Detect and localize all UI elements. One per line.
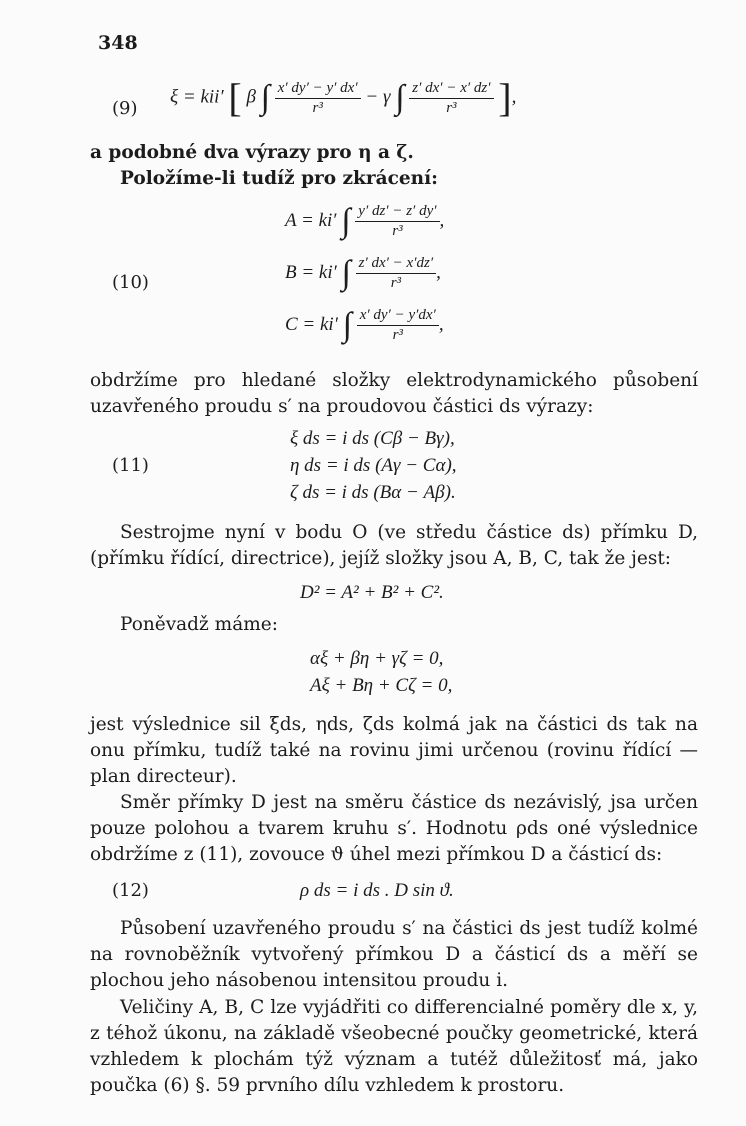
equation-sum-1: αξ + βη + γζ = 0, [310,648,444,669]
paragraph-pusobeni: Působení uzavřeného proudu s′ na částici ds jest tudíž kolmé na rovnoběžník vytvořený přímkou D a částicí ds a měří se plochou jeho násobenou intensitou proudu i. [90,918,698,991]
fraction: $\frac{z' dx' - x'dz'}{\text{r³}}$ [356,255,437,292]
line-intro-eq10: Položíme-li tudíž pro zkrácení: [120,168,438,189]
fraction: $\frac{y' dz' - z' dy'}{\text{r³}}$ [355,203,439,240]
equation-sum-2: Aξ + Bη + Cζ = 0, [310,675,453,696]
equation-12-label: (12) [112,880,149,901]
paragraph-after-eq10: obdržíme pro hledané složky elektrodynamického působení uzavřeného proudu s′ na proudovou částici ds výrazy: [90,370,698,417]
paragraph-jest: jest výslednice sil ξds, ηds, ζds kolmá jak na částici ds tak na onu přímku, tudíž také na rovinu jimi určenou (rovinu řídící — plan directeur). [90,714,698,787]
equation-10-row-c: C = ki′ ∫ $\frac{x' dy' - y'dx'}{\text{r³}}$ , [285,306,444,344]
line-after-eq9: a podobné dva výrazy pro η a ζ. [90,142,414,163]
paragraph-veliciny: Veličiny A, B, C lze vyjádřiti co differencialné poměry dle x, y, z téhož úkonu, na základě všeobecné poučky geometrické, která vzhledem k plochám týž význam a tutéž důležitosť má, jako poučka (6) §. 59 prvního dílu vzhledem k prostoru. [90,997,698,1096]
equation-11-row-3: ζ ds = i ds (Bα − Aβ). [290,482,456,503]
page-number: 348 [98,32,138,54]
integral-sign: ∫ [395,79,405,116]
equation-d-squared: D² = A² + B² + C². [300,582,444,603]
fraction: $\frac{x' dy' - y' dx'}{\text{r³}}$ [275,80,361,117]
equation-12: ρ ds = i ds . D sin ϑ. [300,880,454,901]
integral-sign: ∫ [260,79,270,116]
fraction: $\frac{x' dy' - y'dx'}{\text{r³}}$ [357,307,439,344]
right-bracket: ] [498,75,512,120]
paragraph-smer: Směr přímky D jest na směru částice ds nezávislý, jsa určen pouze polohou a tvarem kruhu s′. Hodnotu ρds oné výslednice obdržíme z (11), zovouce ϑ úhel mezi přímkou D a částicí ds: [90,792,698,865]
equation-10-row-a: A = ki′ ∫ $\frac{y' dz' - z' dy'}{\text{r³}}$ , [285,202,445,240]
paragraph-sestrojme: Sestrojme nyní v bodu O (ve středu částice ds) přímku D, (přímku řídící, directrice), jejíž složky jsou A, B, C, tak že jest: [90,522,698,569]
equation-9-gamma: − γ [365,86,391,108]
fraction: $\frac{z' dx' - x' dz'}{\text{r³}}$ [409,80,493,117]
equation-9: ξ = kii′ [ β ∫ $\frac{x' dy' - y' dx'}{\text{r³}}$ − γ ∫ $\frac{z' dx' - x' dz'}{\text{r³}}$ ], [170,75,517,120]
equation-9-lhs: ξ = kii′ [170,86,224,108]
integral-sign: ∫ [341,202,351,240]
equation-11-row-2: η ds = i ds (Aγ − Cα), [290,455,457,476]
line-ponevadz: Poněvadž máme: [120,614,278,635]
integral-sign: ∫ [342,306,352,344]
equation-11-row-1: ξ ds = i ds (Cβ − Bγ), [290,428,455,449]
equation-9-beta: β [246,86,256,108]
integral-sign: ∫ [341,254,351,292]
equation-11-label: (11) [112,455,149,476]
left-bracket: [ [228,75,242,120]
equation-9-label: (9) [112,98,138,119]
equation-10-label: (10) [112,272,149,293]
equation-10-row-b: B = ki′ ∫ $\frac{z' dx' - x'dz'}{\text{r³}}$ , [285,254,441,292]
